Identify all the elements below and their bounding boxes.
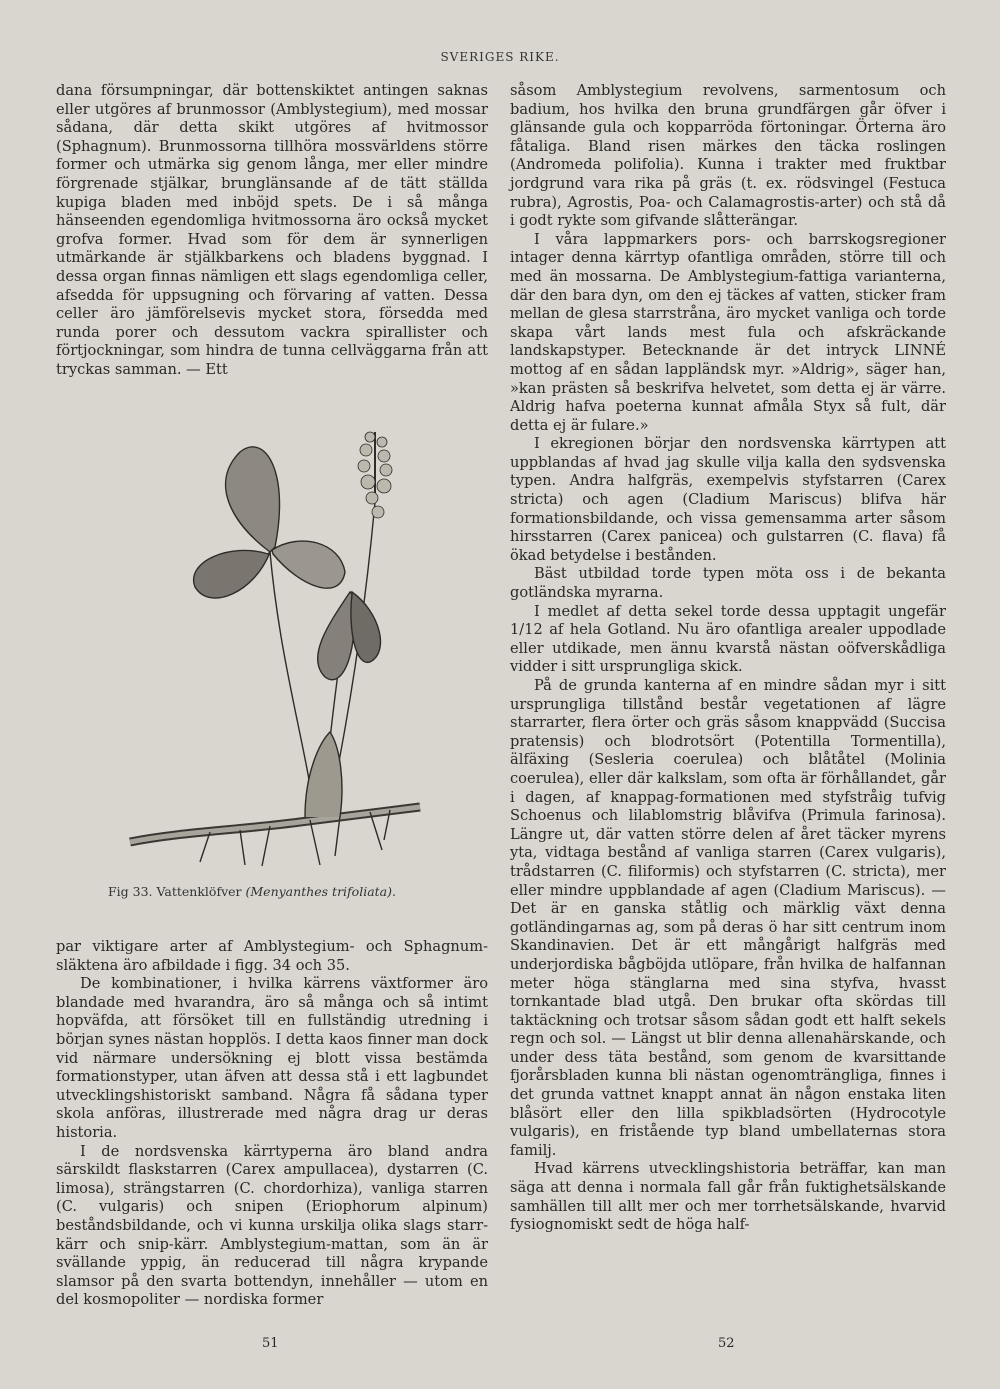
left-bottom-paragraph-2: De kombinationer, i hvilka kärrens växtformer äro blandade med hvarandra, äro så många och så intimt hopväfda, att försöket till en fullständig utredning i början synes nästan hopplös. I detta kaos finner man dock vid närmare undersökning ej blott vissa bestämda formationstyper, utan äfven att dessa stå i ett lagbundet utvecklingshistoriskt samband. Några få sådana typer skola anföras, illustrerade med några drag ur deras historia. xyxy=(56,975,488,1141)
right-paragraph-4: Bäst utbildad torde typen möta oss i de bekanta gotländska myrarna. xyxy=(510,565,946,602)
right-paragraph-1: såsom Amblystegium revolvens, sarmentosum och badium, hos hvilka den bruna grundfärgen går öfver i glänsande gula och kopparröda förtoningar. Örterna äro fåtaliga. Bland risen märkes den täcka roslingen (Andromeda polifolia). Kunna i trakter med fruktbar jordgrund vara rika på gräs (t. ex. rödsvingel (Festuca rubra), Agrostis, Poa- och Calamagrostis-arter) och stå då i godt rykte som gifvande slåtterängar. xyxy=(510,82,946,230)
left-column-bottom xyxy=(56,938,488,1310)
page-number-right: 52 xyxy=(718,1336,735,1351)
figure-caption-latin: (Menyanthes trifoliata). xyxy=(245,884,396,899)
right-paragraph-3: I ekregionen börjar den nordsvenska kärrtypen att uppblandas af hvad jag skulle vilja kalla den sydsvenska typen. Andra halfgräs, exempelvis styfstarren (Carex stricta) och agen (Cladium Mariscus) blifva här formationsbildande, och vissa gemensamma arter såsom hirsstarren (Carex panicea) och gulstarren (C. flava) få ökad betydelse i bestånden. xyxy=(510,435,946,564)
right-paragraph-2: I våra lappmarkers pors- och barrskogsregioner intager denna kärrtyp ofantliga områden, större till och med än mossarna. De Amblystegium-fattiga varianterna, där den bara dyn, om den ej täckes af vatten, sticker fram mellan de glesa starrstråna, äro mycket vanliga och torde skapa vårt lands mest fula och afskräckande landskapstyper. Betecknande är det intryck LINNÉ mottog af en sådan lappländsk myr. »Aldrig», säger han, »kan prästen så beskrifva helvetet, som detta ej är värre. Aldrig hafva poeterna kunnat afmåla Styx så fult, där detta ej är fulare.» xyxy=(510,230,946,434)
right-paragraph-6: På de grunda kanterna af en mindre sådan myr i sitt ursprungliga tillstånd består vegetationen af lägre starrarter, flera örter och gräs såsom knappvädd (Succisa pratensis) och blodrotsört (Potentilla Tormentilla), älfäxing (Sesleria coerulea) och blåtåtel (Molinia coerulea), eller där kalkslam, som ofta är förhållandet, går i dagen, af knappag-formationen med styfstråig tufvig Schoenus och lilablomstrig blåvifva (Primula farinosa). Längre ut, där vatten större delen af året täcker myrens yta, vidtaga bestånd af vanliga starren (Carex vulgaris), trådstarren (C. filiformis) och styfstarren (C. stricta), mer eller mindre uppblandade af agen (Cladium Mariscus). — Det är en ganska ståtlig och märklig växt denna gotländingarnas ag, som på deras ö har sitt centrum inom Skandinavien. Det är ett mångårigt halfgräs med underjordiska bågböjda utlöpare, från hvilka de halfannan meter höga stänglarna med sina styfva, hvasst tornkantade blad utgå. Den brukar ofta skördas till taktäckning och trotsar såsom sådan godt ett halft sekels regn och sol. — Längst ut blir denna allenahärskande, och under dess täta bestånd, som genom de kvarsittande fjorårsbladen kunna bli nästan ogenomträngliga, finnes i det grunda vattnet knappt annat än någon enstaka liten blåsört eller den lilla spikbladsörten (Hydrocotyle vulgaris), en fristående typ bland umbellaternas stora familj. xyxy=(510,677,946,1159)
figure-caption-text: Vattenklöfver xyxy=(156,884,242,899)
figure-caption-number: Fig 33. xyxy=(108,884,153,899)
plant-illustration xyxy=(90,412,490,882)
figure-caption xyxy=(108,884,396,899)
left-paragraph-1: dana försumpningar, där bottenskiktet antingen saknas eller utgöres af brunmossor (Amblystegium), med mossar sådana, där detta skikt utgöres af hvitmossor (Sphagnum). Brunmossorna tillhöra mossvärldens större former och utmärka sig genom långa, mer eller mindre förgrenade stjälkar, brunglänsande af de tätt ställda kupiga bladen med inböjd spets. De i så många hänseenden egendomliga hvitmossorna äro också mycket grofva former. Hvad som för dem är synnerligen utmärkande är stjälkbarkens och bladens byggnad. I dessa organ finnas nämligen ett slags egendomliga celler, afsedda för uppsugning och förvaring af vatten. Dessa celler äro jämförelsevis mycket stora, försedda med runda porer och dessutom vackra spirallister och förtjockningar, som hindra de tunna cellväggarna från att tryckas samman. — Ett xyxy=(56,82,488,378)
right-paragraph-5: I medlet af detta sekel torde dessa upptagit ungefär 1/12 af hela Gotland. Nu äro ofantliga arealer uppodlade eller utdikade, men ännu kvarstå nästan oöfverskådliga vidder i sitt ursprungliga skick. xyxy=(510,602,946,676)
figure-menyanthes xyxy=(90,412,490,882)
left-bottom-paragraph-1: par viktigare arter af Amblystegium- och Sphagnum-släktena äro afbildade i figg. 34 och 35. xyxy=(56,938,488,974)
page-number-left: 51 xyxy=(262,1336,279,1351)
left-bottom-paragraph-3: I de nordsvenska kärrtyperna äro bland andra särskildt flaskstarren (Carex ampullacea), dystarren (C. limosa), strängstarren (C. chordorhiza), vanliga starren (C. vulgaris) och snipen (Eriophorum alpinum) beståndsbildande, och vi kunna urskilja olika slags starr-kärr och snip-kärr. Amblystegium-mattan, som än är svällande yppig, än reducerad till några krypande slamsor på den svarta bottendyn, innehåller — utom en del kosmopoliter — nordiska former xyxy=(56,1142,488,1309)
right-paragraph-7: Hvad kärrens utvecklingshistoria beträffar, kan man säga att denna i normala fall går från fuktighetsälskande samhällen till allt mer och mer torrhetsälskande, hvarvid fysiognomiskt sedt de höga half- xyxy=(510,1160,946,1234)
right-column xyxy=(510,82,946,1235)
running-header: SVERIGES RIKE. xyxy=(440,50,560,64)
left-column xyxy=(56,82,488,380)
